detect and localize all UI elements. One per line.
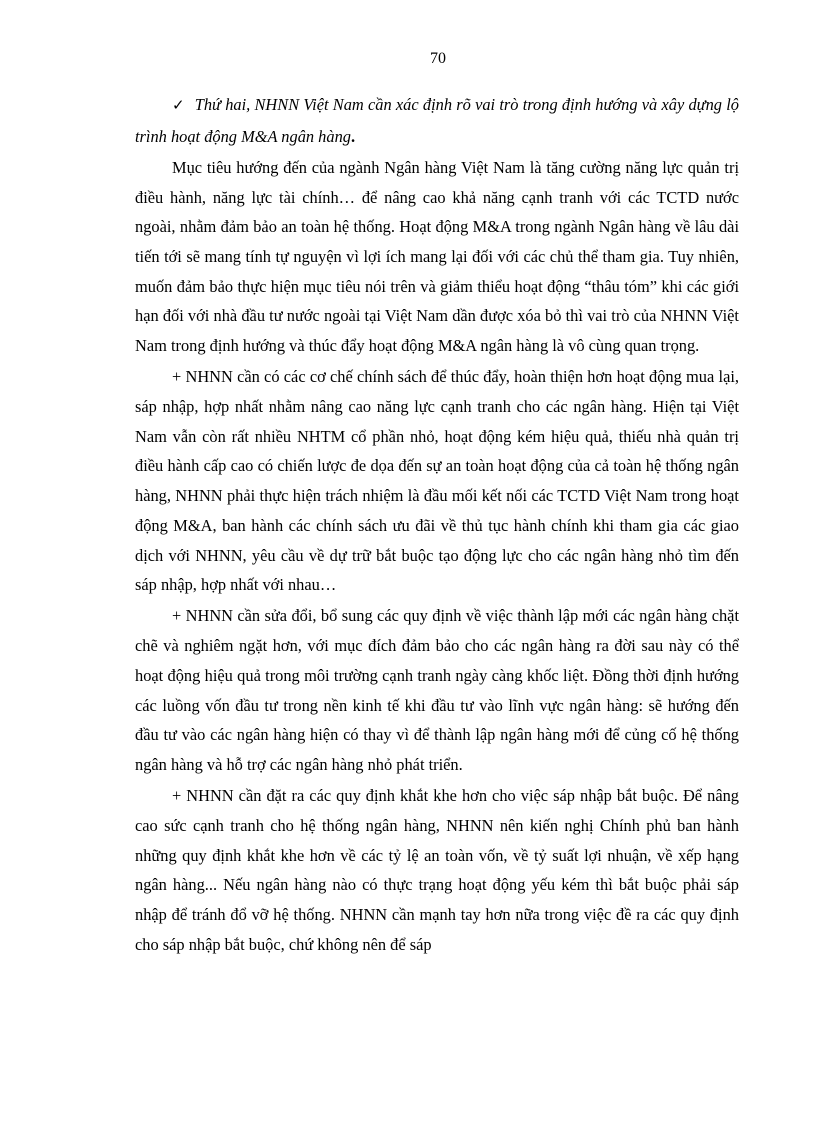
paragraph-intro: Mục tiêu hướng đến của ngành Ngân hàng Việt Nam là tăng cường năng lực quản trị điều hành, năng lực tài chính… để nâng cao khả năng cạnh tranh với các TCTD nước ngoài, nhằm đảm bảo an toàn hệ thống. Hoạt động M&A trong ngành Ngân hàng về lâu dài tiến tới sẽ mang tính tự nguyện vì lợi ích mang lại đối với các chủ thể tham gia. Tuy nhiên, muốn đảm bảo thực hiện mục tiêu nói trên và giảm thiểu hoạt động “thâu tóm” khi các giới hạn đối với nhà đầu tư nước ngoài tại Việt Nam dần được xóa bỏ thì vai trò của NHNN Việt Nam trong định hướng và thúc đẩy hoạt động M&A ngân hàng là vô cùng quan trọng. [135,157,739,356]
page-content [135,90,739,961]
section-heading-end-mark: . [350,126,356,146]
page-number: 70 [430,50,446,67]
paragraph-establishment-rules: + NHNN cần sửa đổi, bổ sung các quy định về việc thành lập mới các ngân hàng chặt chẽ và nghiêm ngặt hơn, với mục đích đảm bảo cho các ngân hàng ra đời sau này có thể hoạt động hiệu quả trong môi trường cạnh tranh ngày càng khốc liệt. Đồng thời định hướng các luồng vốn đầu tư trong nền kinh tế khi đầu tư vào lĩnh vực ngân hàng: sẽ hướng đến đầu tư vào các ngân hàng hiện có thay vì để thành lập ngân hàng mới để củng cố hệ thống ngân hàng và hỗ trợ các ngân hàng nhỏ phát triển. [135,606,739,774]
section-heading [135,90,739,151]
checkmark-icon: ✓ [172,98,185,114]
section-heading-text: Thứ hai, NHNN Việt Nam cần xác định rõ vai trò trong định hướng và xây dựng lộ trình hoạt động M&A ngân hàng [135,95,739,146]
paragraph-mandatory-mergers: + NHNN cần đặt ra các quy định khắt khe hơn cho việc sáp nhập bắt buộc. Để nâng cao sức cạnh tranh cho hệ thống ngân hàng, NHNN nên kiến nghị Chính phủ ban hành những quy định khắt khe hơn về các tỷ lệ an toàn vốn, về tỷ suất lợi nhuận, về xếp hạng ngân hàng... Nếu ngân hàng nào có thực trạng hoạt động yếu kém thì bắt buộc phải sáp nhập để tránh đổ vỡ hệ thống. NHNN cần mạnh tay hơn nữa trong việc đề ra các quy định cho sáp nhập bắt buộc, chứ không nên để sáp [135,786,739,954]
paragraph-policy-mechanisms: + NHNN cần có các cơ chế chính sách để thúc đẩy, hoàn thiện hơn hoạt động mua lại, sáp nhập, hợp nhất nhằm nâng cao năng lực cạnh tranh cho các ngân hàng. Hiện tại Việt Nam vẫn còn rất nhiều NHTM cổ phần nhỏ, hoạt động kém hiệu quả, thiếu nhà quản trị điều hành cấp cao có chiến lược đe dọa đến sự an toàn hoạt động của cả toàn hệ thống ngân hàng, NHNN phải thực hiện trách nhiệm là đầu mối kết nối các TCTD Việt Nam trong hoạt động M&A, ban hành các chính sách ưu đãi về thủ tục hành chính khi tham gia các giao dịch với NHNN, yêu cầu về dự trữ bắt buộc tạo động lực cho các ngân hàng nhỏ tìm đến sáp nhập, hợp nhất với nhau… [135,367,739,595]
